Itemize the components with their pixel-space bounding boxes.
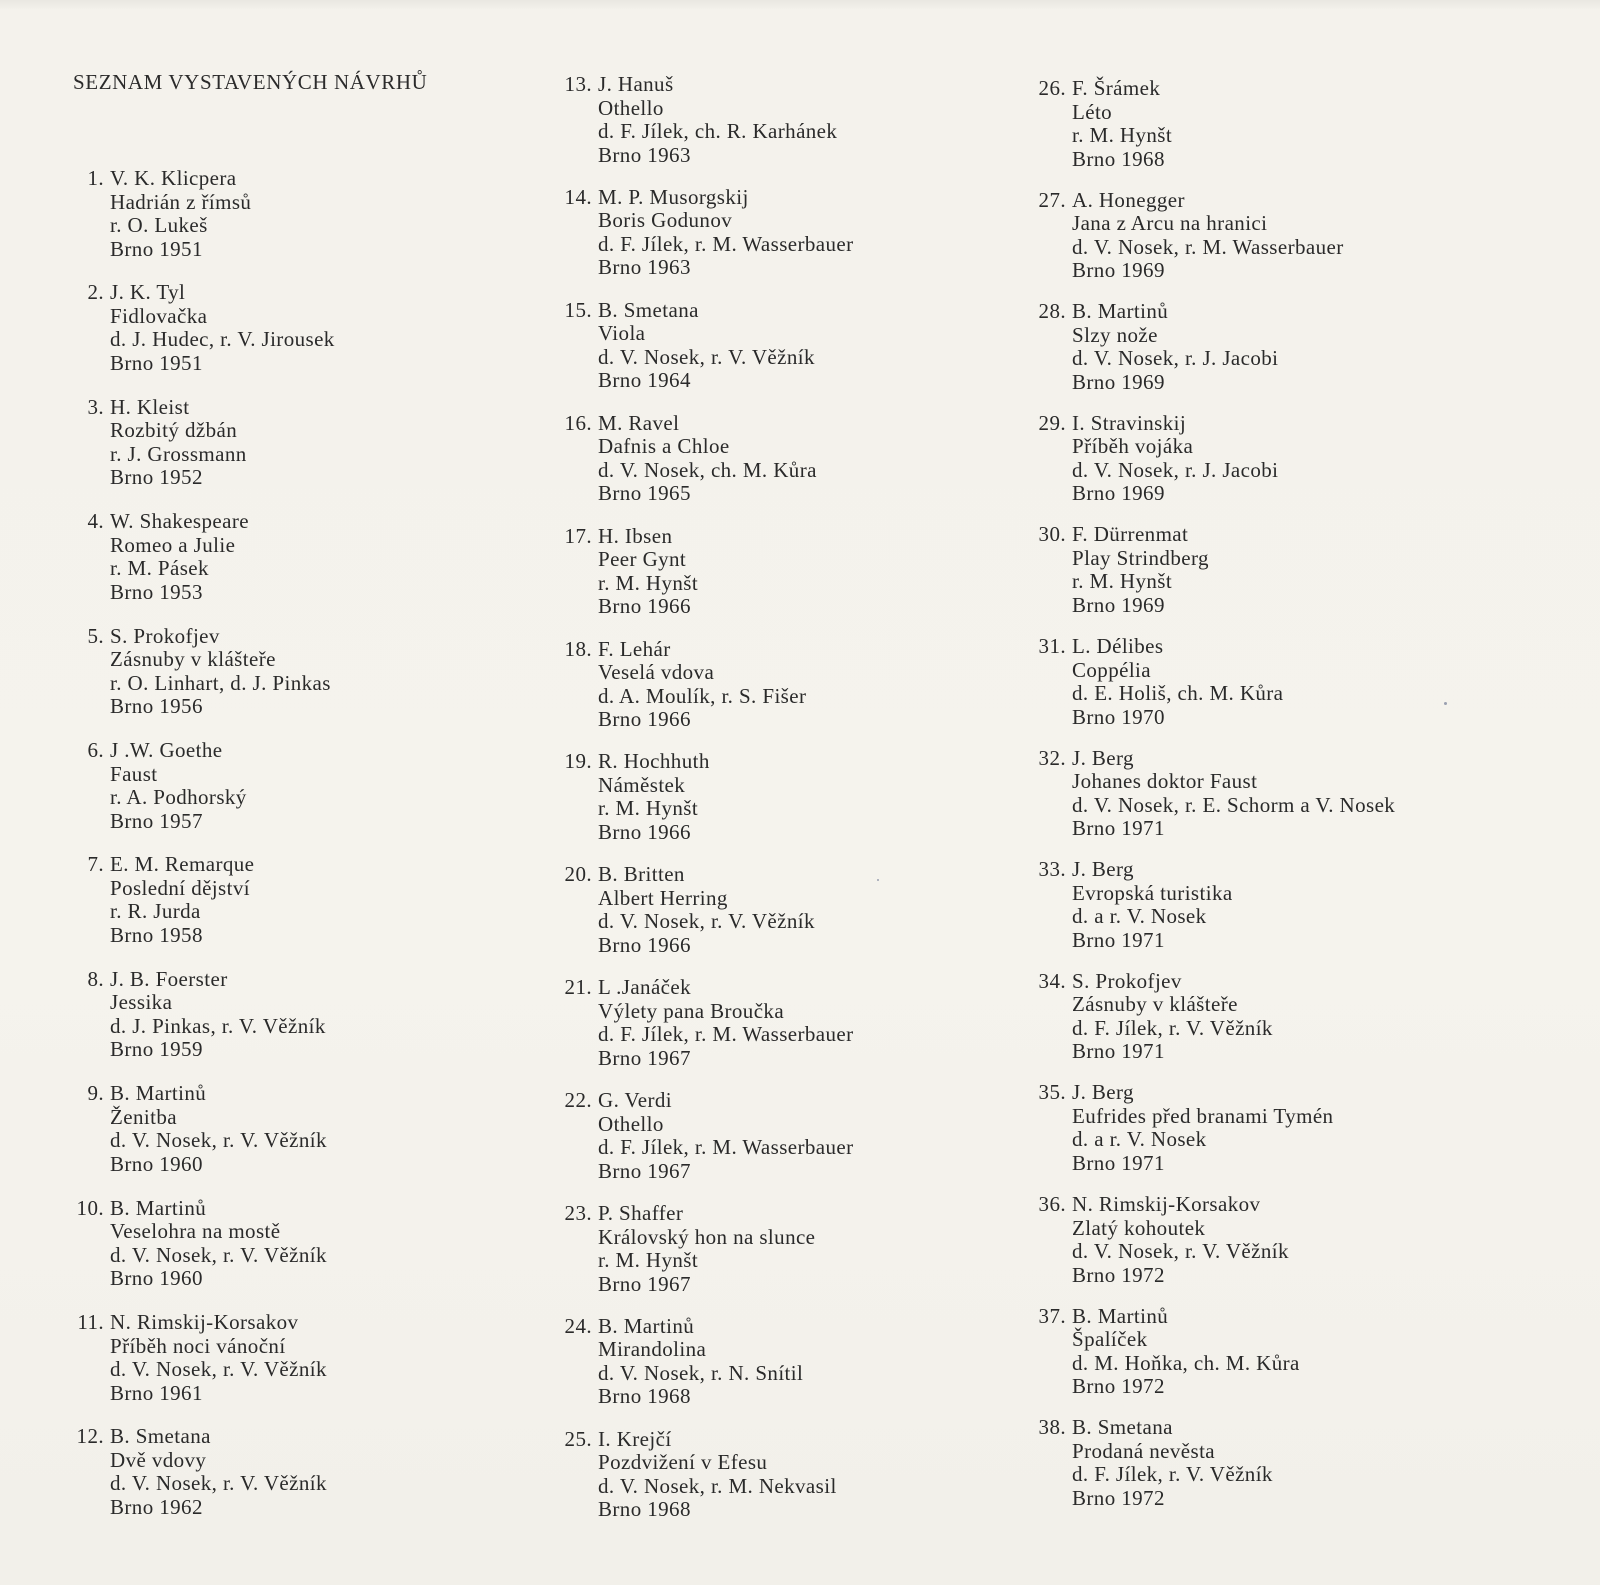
item-place: Brno 1960 [110, 1266, 203, 1291]
item-work: Prodaná nevěsta [1072, 1438, 1216, 1463]
item-credits: d. a r. V. Nosek [1072, 904, 1207, 929]
item-credits: d. V. Nosek, r. V. Věžník [110, 1242, 327, 1267]
item-work: Příběh vojáka [1072, 434, 1194, 459]
item-place: Brno 1961 [110, 1380, 203, 1405]
item-author: H. Kleist [110, 394, 190, 419]
item-number: 11. [77, 1310, 104, 1334]
item-number: 19. [564, 749, 592, 774]
item-number: 24. [564, 1313, 592, 1338]
item-author: B. Smetana [110, 1424, 211, 1449]
item-number: 31. [1038, 634, 1066, 658]
item-credits: d. V. Nosek, ch. M. Kůra [598, 457, 817, 482]
item-place: Brno 1972 [1072, 1262, 1165, 1287]
item-number: 3. [87, 394, 104, 419]
item-number: 25. [564, 1426, 592, 1451]
item-author: B. Martinů [110, 1195, 207, 1220]
item-number: 34. [1038, 968, 1066, 993]
item-number: 30. [1038, 522, 1066, 547]
item-place: Brno 1969 [1072, 369, 1165, 394]
item-author: H. Ibsen [598, 523, 673, 548]
paper-speck [1444, 702, 1447, 705]
item-work: Veselohra na mostě [110, 1219, 281, 1244]
item-work: Královský hon na slunce [598, 1224, 816, 1249]
item-author: P. Shaffer [598, 1201, 684, 1225]
item-author: L .Janáček [598, 975, 692, 1000]
item-author: N. Rimskij-Korsakov [110, 1310, 299, 1334]
item-place: Brno 1952 [110, 465, 203, 490]
item-place: Brno 1972 [1072, 1485, 1165, 1510]
item-credits: d. J. Pinkas, r. V. Věžník [110, 1013, 326, 1038]
item-place: Brno 1953 [110, 579, 203, 604]
item-number: 10. [76, 1195, 104, 1220]
item-author: M. P. Musorgskij [598, 184, 749, 209]
item-place: Brno 1966 [598, 932, 691, 957]
item-number: 36. [1038, 1192, 1066, 1216]
item-work: Jessika [110, 990, 173, 1015]
item-credits: d. F. Jílek, r. M. Wasserbauer [598, 231, 854, 256]
item-credits: d. V. Nosek, r. J. Jacobi [1072, 346, 1279, 371]
item-credits: d. V. Nosek, r. J. Jacobi [1072, 457, 1279, 482]
item-author: I. Krejčí [598, 1426, 672, 1451]
item-number: 14. [564, 184, 592, 209]
item-credits: d. V. Nosek, r. M. Wasserbauer [1072, 234, 1344, 259]
item-author: L. Délibes [1072, 634, 1164, 658]
item-place: Brno 1956 [110, 694, 203, 719]
item-credits: r. O. Lukeš [110, 213, 208, 237]
item-number: 35. [1038, 1080, 1066, 1105]
item-author: B. Martinů [1072, 299, 1169, 324]
item-number: 22. [564, 1088, 592, 1113]
item-number: 8. [87, 966, 104, 991]
item-credits: d. M. Hoňka, ch. M. Kůra [1072, 1350, 1300, 1375]
item-number: 5. [87, 623, 104, 648]
item-place: Brno 1969 [1072, 481, 1165, 506]
item-number: 2. [87, 280, 104, 305]
item-work: Rozbitý džbán [110, 418, 238, 443]
item-place: Brno 1966 [598, 707, 691, 731]
item-author: B. Smetana [1072, 1415, 1173, 1440]
item-number: 9. [87, 1081, 104, 1106]
paper-speck [877, 879, 879, 881]
item-number: 37. [1038, 1303, 1066, 1328]
item-credits: r. A. Podhorský [110, 785, 247, 809]
item-place: Brno 1967 [598, 1271, 691, 1296]
item-credits: r. M. Hynšt [598, 1248, 699, 1272]
item-author: B. Smetana [598, 297, 699, 322]
item-place: Brno 1965 [598, 481, 691, 506]
item-work: Play Strindberg [1072, 545, 1209, 570]
item-work: Albert Herring [598, 885, 728, 910]
item-credits: d. V. Nosek, r. V. Věžník [110, 1128, 327, 1153]
item-work: Johanes doktor Faust [1072, 769, 1258, 794]
item-place: Brno 1966 [598, 819, 691, 844]
item-place: Brno 1963 [598, 255, 691, 280]
item-author: I. Stravinskij [1072, 410, 1187, 435]
item-number: 12. [76, 1424, 104, 1449]
item-place: Brno 1958 [110, 922, 203, 947]
item-work: Příběh noci vánoční [110, 1333, 286, 1358]
item-work: Eufrides před branami Tymén [1072, 1103, 1334, 1128]
item-work: Veselá vdova [598, 660, 715, 684]
item-author: N. Rimskij-Korsakov [1072, 1192, 1261, 1216]
item-number: 13. [564, 72, 592, 96]
item-number: 4. [87, 509, 104, 534]
item-credits: d. A. Moulík, r. S. Fišer [598, 683, 807, 708]
item-place: Brno 1971 [1072, 1039, 1165, 1064]
item-number: 29. [1038, 410, 1066, 435]
item-number: 15. [564, 297, 592, 322]
item-author: S. Prokofjev [1072, 968, 1182, 993]
item-credits: r. O. Linhart, d. J. Pinkas [110, 670, 331, 695]
item-author: R. Hochhuth [598, 749, 710, 774]
item-author: J. B. Foerster [110, 966, 228, 991]
item-work: Peer Gynt [598, 547, 687, 572]
item-work: Špalíček [1072, 1327, 1148, 1352]
item-number: 28. [1038, 299, 1066, 324]
item-number: 1. [87, 166, 104, 190]
item-credits: d. F. Jílek, r. M. Wasserbauer [598, 1135, 854, 1160]
item-author: J. Berg [1072, 1080, 1134, 1105]
item-place: Brno 1971 [1072, 927, 1165, 952]
item-work: Othello [598, 95, 664, 120]
item-place: Brno 1971 [1072, 816, 1165, 841]
item-credits: d. V. Nosek, r. V. Věžník [110, 1357, 327, 1381]
item-author: F. Šrámek [1072, 76, 1161, 100]
item-number: 21. [564, 975, 592, 1000]
item-credits: d. a r. V. Nosek [1072, 1127, 1207, 1152]
item-author: J .W. Goethe [110, 738, 223, 762]
item-author: B. Martinů [598, 1313, 695, 1338]
item-credits: r. R. Jurda [110, 899, 201, 924]
item-author: G. Verdi [598, 1088, 672, 1113]
item-credits: d. E. Holiš, ch. M. Kůra [1072, 681, 1284, 705]
item-work: Romeo a Julie [110, 532, 236, 557]
item-author: B. Martinů [110, 1081, 207, 1106]
item-number: 7. [87, 852, 104, 877]
item-number: 38. [1038, 1415, 1066, 1440]
item-number: 20. [564, 862, 592, 887]
item-place: Brno 1971 [1072, 1150, 1165, 1175]
item-place: Brno 1951 [110, 236, 203, 261]
item-author: F. Lehár [598, 636, 671, 661]
item-credits: d. V. Nosek, r. N. Snítil [598, 1360, 804, 1385]
item-work: Mirandolina [598, 1337, 707, 1362]
item-place: Brno 1967 [598, 1045, 691, 1070]
item-place: Brno 1970 [1072, 704, 1165, 729]
item-credits: d. F. Jílek, r. V. Věžník [1072, 1015, 1273, 1040]
item-credits: r. M. Hynšt [1072, 123, 1173, 147]
item-credits: d. V. Nosek, r. M. Nekvasil [598, 1473, 837, 1498]
item-author: J. Berg [1072, 857, 1134, 882]
item-credits: r. M. Hynšt [1072, 569, 1173, 594]
item-author: W. Shakespeare [110, 509, 249, 534]
item-number: 6. [87, 738, 104, 762]
item-place: Brno 1969 [1072, 592, 1165, 617]
item-work: Boris Godunov [598, 208, 733, 233]
item-work: Poslední dějství [110, 875, 250, 900]
item-number: 23. [564, 1201, 592, 1225]
item-work: Dafnis a Chloe [598, 434, 730, 459]
item-place: Brno 1969 [1072, 258, 1165, 283]
item-credits: r. M. Hynšt [598, 570, 699, 595]
item-credits: r. M. Hynšt [598, 796, 699, 821]
item-work: Coppélia [1072, 657, 1152, 682]
item-author: S. Prokofjev [110, 623, 220, 648]
item-work: Hadrián z římsů [110, 189, 252, 214]
item-author: V. K. Klicpera [110, 166, 237, 190]
item-place: Brno 1964 [598, 368, 691, 393]
item-place: Brno 1963 [598, 142, 691, 167]
item-number: 26. [1038, 76, 1066, 100]
item-place: Brno 1968 [1072, 146, 1165, 171]
item-credits: d. F. Jílek, r. M. Wasserbauer [598, 1022, 854, 1047]
item-number: 32. [1038, 745, 1066, 770]
item-credits: d. V. Nosek, r. V. Věžník [1072, 1239, 1289, 1263]
item-work: Othello [598, 1111, 664, 1136]
item-place: Brno 1959 [110, 1037, 203, 1062]
item-work: Zlatý kohoutek [1072, 1215, 1206, 1240]
item-credits: d. J. Hudec, r. V. Jirousek [110, 327, 335, 352]
item-place: Brno 1960 [110, 1151, 203, 1176]
item-author: A. Honegger [1072, 187, 1185, 212]
item-work: Léto [1072, 99, 1113, 124]
page-title: SEZNAM VYSTAVENÝCH NÁVRHŮ [73, 70, 428, 94]
item-number: 27. [1038, 187, 1066, 212]
item-author: B. Britten [598, 862, 685, 887]
item-place: Brno 1967 [598, 1158, 691, 1183]
item-work: Viola [598, 321, 646, 346]
item-credits: d. V. Nosek, r. V. Věžník [598, 909, 815, 934]
item-work: Evropská turistika [1072, 880, 1233, 905]
item-credits: d. V. Nosek, r. V. Věžník [110, 1471, 327, 1496]
item-place: Brno 1972 [1072, 1374, 1165, 1399]
item-author: J. Hanuš [598, 72, 674, 96]
item-place: Brno 1957 [110, 808, 203, 833]
item-work: Dvě vdovy [110, 1447, 207, 1472]
item-work: Zásnuby v klášteře [1072, 992, 1238, 1017]
item-work: Jana z Arcu na hranici [1072, 211, 1268, 236]
item-credits: d. F. Jílek, ch. R. Karhánek [598, 119, 838, 143]
item-work: Pozdvižení v Efesu [598, 1450, 768, 1475]
item-place: Brno 1951 [110, 350, 203, 375]
item-work: Fidlovačka [110, 303, 208, 328]
item-work: Ženitba [110, 1104, 177, 1129]
item-author: J. K. Tyl [110, 280, 186, 305]
item-place: Brno 1966 [598, 594, 691, 619]
item-author: F. Dürrenmat [1072, 522, 1189, 547]
item-work: Výlety pana Broučka [598, 998, 785, 1023]
item-author: J. Berg [1072, 745, 1134, 770]
item-credits: r. M. Pásek [110, 556, 209, 581]
item-number: 33. [1038, 857, 1066, 882]
item-number: 16. [564, 410, 592, 435]
item-credits: r. J. Grossmann [110, 441, 247, 466]
item-place: Brno 1962 [110, 1494, 203, 1519]
item-work: Náměstek [598, 772, 686, 797]
item-number: 18. [564, 636, 592, 661]
item-author: B. Martinů [1072, 1303, 1169, 1328]
item-place: Brno 1968 [598, 1384, 691, 1409]
item-work: Slzy nože [1072, 322, 1158, 347]
item-work: Zásnuby v klášteře [110, 647, 276, 672]
item-author: E. M. Remarque [110, 852, 255, 877]
item-author: M. Ravel [598, 410, 680, 435]
item-place: Brno 1968 [598, 1497, 691, 1522]
item-number: 17. [564, 523, 592, 548]
item-work: Faust [110, 761, 158, 786]
item-credits: d. F. Jílek, r. V. Věžník [1072, 1462, 1273, 1487]
item-credits: d. V. Nosek, r. E. Schorm a V. Nosek [1072, 792, 1396, 817]
item-credits: d. V. Nosek, r. V. Věžník [598, 344, 815, 369]
